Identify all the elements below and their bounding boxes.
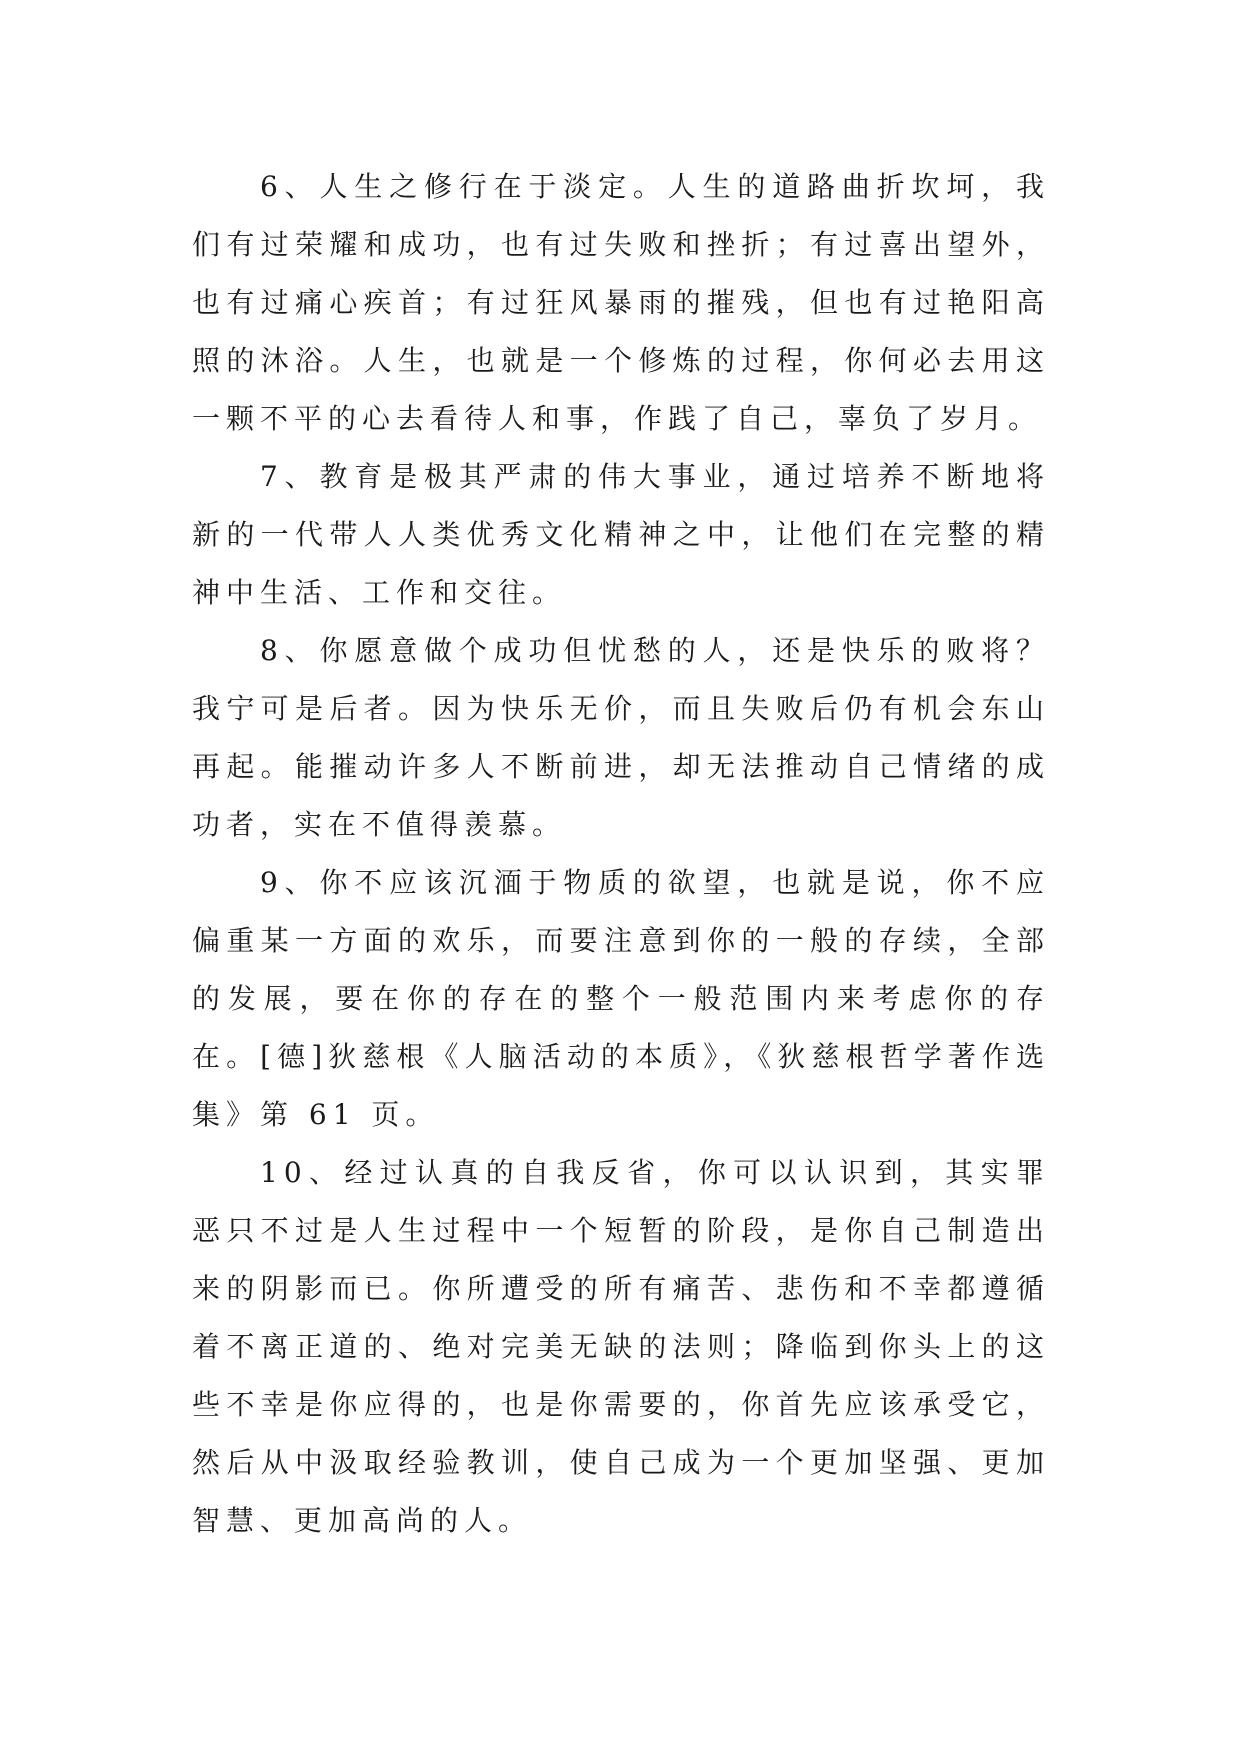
paragraph-7: 7、教育是极其严肃的伟大事业，通过培养不断地将新的一代带人人类优秀文化精神之中，让他们在完整的精神中生活、工作和交往。 <box>192 460 1050 609</box>
paragraph-10: 10、经过认真的自我反省，你可以认识到，其实罪恶只不过是人生过程中一个短暂的阶段，是你自己制造出来的阴影而已。你所遭受的所有痛苦、悲伤和不幸都遵循着不离正道的、绝对完美无缺的法则；降临到你头上的这些不幸是你应得的，也是你需要的，你首先应该承受它，然后从中汲取经验教训，使自己成为一个更加坚强、更加智慧、更加高尚的人。 <box>192 1156 1050 1537</box>
paragraph-6: 6、人生之修行在于淡定。人生的道路曲折坎坷，我们有过荣耀和成功，也有过失败和挫折；有过喜出望外，也有过痛心疾首；有过狂风暴雨的摧残，但也有过艳阳高照的沐浴。人生，也就是一个修炼的过程，你何必去用这一颗不平的心去看待人和事，作践了自己，辜负了岁月。 <box>192 170 1050 435</box>
paragraph-9: 9、你不应该沉湎于物质的欲望，也就是说，你不应偏重某一方面的欢乐，而要注意到你的一般的存续，全部的发展，要在你的存在的整个一般范围内来考虑你的存在。[德]狄慈根《人脑活动的本质》，《狄慈根哲学著作选集》第 61 页。 <box>192 866 1050 1131</box>
document-page <box>192 158 1050 1550</box>
paragraph-8: 8、你愿意做个成功但忧愁的人，还是快乐的败将？我宁可是后者。因为快乐无价，而且失败后仍有机会东山再起。能摧动许多人不断前进，却无法推动自己情绪的成功者，实在不值得羡慕。 <box>192 634 1050 841</box>
